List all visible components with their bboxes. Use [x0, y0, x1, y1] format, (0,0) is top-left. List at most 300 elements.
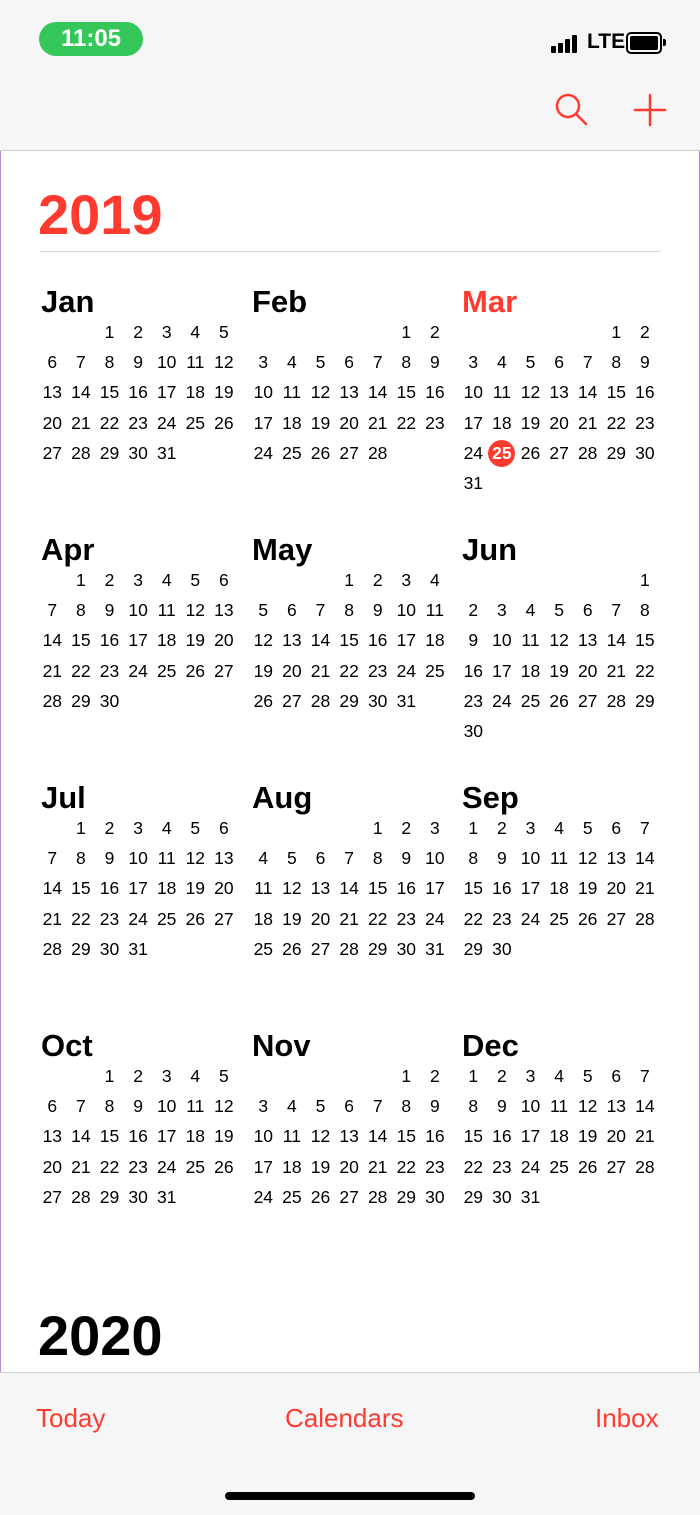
calendar-day[interactable]: 2: [372, 570, 383, 590]
year-heading-current[interactable]: 2019: [38, 183, 163, 246]
calendar-day[interactable]: 21: [606, 660, 627, 681]
calendar-day[interactable]: 16: [396, 878, 417, 899]
calendar-day[interactable]: 18: [520, 660, 541, 681]
calendar-day[interactable]: 25: [425, 660, 445, 681]
calendar-day[interactable]: 2: [497, 1066, 507, 1086]
calendar-day[interactable]: 5: [190, 570, 201, 590]
calendar-day[interactable]: 8: [401, 1096, 412, 1117]
calendar-day[interactable]: 22: [339, 660, 359, 681]
calendar-day[interactable]: 30: [396, 938, 417, 959]
calendar-day[interactable]: 28: [310, 690, 331, 711]
calendar-day[interactable]: 16: [425, 382, 445, 403]
calendar-day[interactable]: 30: [99, 690, 120, 711]
calendar-day[interactable]: 3: [401, 570, 412, 590]
calendar-day[interactable]: 10: [520, 1096, 541, 1117]
calendar-day[interactable]: 1: [640, 570, 650, 590]
calendar-day[interactable]: 2: [401, 818, 412, 838]
calendar-day[interactable]: 12: [577, 1096, 598, 1117]
calendar-day[interactable]: 28: [577, 442, 598, 463]
calendar-day[interactable]: 13: [42, 1126, 63, 1147]
calendar-day[interactable]: 5: [190, 818, 201, 838]
calendar-day[interactable]: 17: [156, 1126, 177, 1147]
calendar-day[interactable]: 13: [214, 848, 234, 869]
calendar-day[interactable]: 31: [425, 938, 445, 959]
calendar-day[interactable]: 13: [214, 600, 234, 621]
calendar-day[interactable]: 30: [99, 938, 120, 959]
calendar-day[interactable]: 3: [133, 570, 143, 590]
calendar-day[interactable]: 31: [156, 442, 177, 463]
calendar-day[interactable]: 23: [425, 1156, 445, 1177]
calendar-day[interactable]: 23: [492, 1156, 512, 1177]
calendar-day[interactable]: 5: [219, 1066, 229, 1086]
calendar-day[interactable]: 23: [463, 690, 484, 711]
calendar-day[interactable]: 30: [463, 721, 484, 741]
calendar-day[interactable]: 10: [253, 382, 274, 403]
calendar-day[interactable]: 29: [99, 442, 120, 463]
calendar-day[interactable]: 15: [71, 878, 91, 899]
calendar-day[interactable]: 29: [635, 690, 655, 711]
calendar-day[interactable]: 27: [42, 442, 63, 463]
calendar-day[interactable]: 3: [525, 1066, 536, 1086]
calendar-day[interactable]: 24: [396, 660, 417, 681]
calendar-day[interactable]: 1: [104, 322, 115, 342]
calendar-day[interactable]: 14: [310, 630, 331, 651]
calendar-day[interactable]: 3: [161, 1066, 172, 1086]
calendar-day[interactable]: 26: [185, 660, 206, 681]
calendar-day[interactable]: 14: [367, 1126, 388, 1147]
calendar-day[interactable]: 16: [128, 1126, 148, 1147]
calendar-day[interactable]: 5: [287, 848, 297, 869]
calendar-day[interactable]: 14: [635, 848, 655, 869]
calendar-day[interactable]: 14: [71, 1126, 91, 1147]
calendar-day[interactable]: 25: [549, 908, 569, 929]
calendar-day[interactable]: 3: [258, 352, 269, 373]
calendar-day[interactable]: 14: [42, 878, 63, 899]
calendar-day[interactable]: 11: [521, 630, 540, 651]
calendar-day[interactable]: 19: [577, 878, 598, 899]
calendar-day[interactable]: 16: [492, 878, 512, 899]
calendar-day[interactable]: 22: [606, 412, 627, 433]
calendar-day[interactable]: 1: [468, 818, 479, 838]
calendar-day[interactable]: 26: [185, 908, 206, 929]
calendar-day[interactable]: 19: [549, 660, 569, 681]
calendar-day[interactable]: 13: [339, 382, 359, 403]
calendar-day[interactable]: 24: [156, 412, 177, 433]
calendar-day[interactable]: 19: [253, 660, 274, 681]
calendar-day[interactable]: 11: [282, 1126, 301, 1147]
calendar-day[interactable]: 18: [253, 908, 274, 929]
calendar-day[interactable]: 21: [310, 660, 331, 681]
calendar-day[interactable]: 22: [99, 412, 120, 433]
calendar-day[interactable]: 29: [463, 938, 484, 959]
calendar-day[interactable]: 18: [549, 1126, 569, 1147]
calendar-day[interactable]: 5: [315, 1096, 326, 1117]
calendar-day[interactable]: 1: [401, 322, 412, 342]
calendar-day[interactable]: 1: [611, 322, 622, 342]
calendar-day[interactable]: 4: [190, 1066, 201, 1086]
calendar-day[interactable]: 7: [640, 818, 650, 838]
calendar-day[interactable]: 6: [219, 570, 229, 590]
calendar-day[interactable]: 9: [497, 848, 507, 869]
calendar-day[interactable]: 9: [104, 600, 115, 621]
calendar-day[interactable]: 9: [640, 352, 650, 373]
calendar-day[interactable]: 28: [367, 442, 388, 463]
calendar-day[interactable]: 10: [156, 352, 177, 373]
calendar-day[interactable]: 26: [577, 1156, 598, 1177]
calendar-day[interactable]: 26: [310, 1186, 331, 1207]
calendar-day[interactable]: 31: [396, 690, 417, 711]
calendar-day[interactable]: 20: [549, 412, 569, 433]
calendar-day[interactable]: 25: [549, 1156, 569, 1177]
calendar-day[interactable]: 5: [582, 1066, 593, 1086]
calendar-day[interactable]: 17: [492, 660, 512, 681]
calendar-day[interactable]: 6: [344, 352, 354, 373]
calendar-day[interactable]: 19: [214, 1126, 234, 1147]
calendar-day[interactable]: 14: [577, 382, 598, 403]
calendar-day[interactable]: 15: [367, 878, 388, 899]
calendar-day[interactable]: 5: [525, 352, 536, 373]
calendar-day[interactable]: 12: [282, 878, 302, 899]
calendar-day[interactable]: 24: [156, 1156, 177, 1177]
calendar-day[interactable]: 27: [310, 938, 331, 959]
calendar-day[interactable]: 24: [463, 442, 484, 463]
calendar-day[interactable]: 15: [396, 382, 417, 403]
calendar-day[interactable]: 7: [344, 848, 354, 869]
calendar-day[interactable]: 24: [253, 442, 274, 463]
calendar-day[interactable]: 5: [554, 600, 564, 621]
calendar-day[interactable]: 31: [128, 938, 148, 959]
calendar-day[interactable]: 22: [463, 908, 484, 929]
calendar-day[interactable]: 4: [287, 352, 297, 373]
calendar-day[interactable]: 11: [157, 848, 176, 869]
calendar-day[interactable]: 30: [425, 1186, 445, 1207]
calendar-day[interactable]: 1: [76, 570, 86, 590]
calendar-day[interactable]: 26: [549, 690, 569, 711]
calendar-day[interactable]: 6: [219, 818, 229, 838]
calendar-day[interactable]: 6: [287, 600, 297, 621]
calendar-day[interactable]: 12: [310, 382, 331, 403]
calendar-day[interactable]: 16: [99, 630, 120, 651]
calendar-day[interactable]: 20: [214, 630, 234, 651]
calendar-day[interactable]: 8: [76, 848, 86, 869]
calendar-day[interactable]: 2: [430, 322, 440, 342]
calendar-day[interactable]: 15: [71, 630, 91, 651]
calendar-day[interactable]: 7: [372, 352, 383, 373]
calendar-day[interactable]: 16: [492, 1126, 512, 1147]
calendar-day[interactable]: 25: [185, 1156, 206, 1177]
calendar-day[interactable]: 8: [76, 600, 86, 621]
calendar-day[interactable]: 20: [606, 878, 627, 899]
calendar-day[interactable]: 21: [635, 878, 655, 899]
calendar-day[interactable]: 16: [463, 660, 484, 681]
calendar-day[interactable]: 4: [554, 1066, 564, 1086]
calendar-day[interactable]: 10: [128, 848, 148, 869]
calendar-day[interactable]: 9: [430, 352, 440, 373]
calendar-day[interactable]: 25: [185, 412, 206, 433]
calendar-day[interactable]: 20: [577, 660, 598, 681]
calendar-day[interactable]: 11: [550, 1096, 569, 1117]
inbox-button[interactable]: Inbox: [595, 1403, 659, 1433]
calendar-day[interactable]: 14: [635, 1096, 655, 1117]
calendar-day[interactable]: 7: [47, 600, 58, 621]
calendar-day[interactable]: 19: [520, 412, 541, 433]
calendar-day[interactable]: 11: [157, 600, 176, 621]
calendar-day[interactable]: 4: [190, 322, 201, 342]
calendar-day[interactable]: 20: [310, 908, 331, 929]
calendar-day[interactable]: 7: [582, 352, 593, 373]
calendar-day[interactable]: 11: [550, 848, 569, 869]
calendar-day[interactable]: 19: [185, 630, 206, 651]
today-day-marker[interactable]: 25: [488, 438, 517, 468]
calendar-day[interactable]: 20: [339, 412, 359, 433]
calendar-day[interactable]: 21: [42, 908, 63, 929]
calendar-day[interactable]: 2: [133, 1066, 143, 1086]
calendar-day[interactable]: 3: [430, 818, 440, 838]
calendar-day[interactable]: 17: [396, 630, 417, 651]
calendar-day[interactable]: 26: [214, 412, 234, 433]
calendar-day[interactable]: 22: [99, 1156, 120, 1177]
calendars-button[interactable]: Calendars: [285, 1403, 404, 1433]
calendar-day[interactable]: 4: [497, 352, 507, 373]
calendar-day[interactable]: 23: [128, 1156, 148, 1177]
calendar-day[interactable]: 9: [104, 848, 115, 869]
calendar-day[interactable]: 21: [367, 412, 388, 433]
calendar-day[interactable]: 30: [128, 442, 148, 463]
calendar-day[interactable]: 18: [185, 382, 206, 403]
calendar-day[interactable]: 17: [253, 412, 274, 433]
calendar-day[interactable]: 8: [401, 352, 412, 373]
calendar-day[interactable]: 30: [367, 690, 388, 711]
calendar-day[interactable]: 18: [156, 878, 177, 899]
calendar-day[interactable]: 5: [582, 818, 593, 838]
calendar-day[interactable]: 13: [577, 630, 598, 651]
calendar-day[interactable]: 18: [282, 1156, 302, 1177]
calendar-day[interactable]: 2: [104, 818, 115, 838]
calendar-day[interactable]: 10: [492, 630, 512, 651]
calendar-day[interactable]: 17: [463, 412, 484, 433]
calendar-day[interactable]: 4: [287, 1096, 297, 1117]
calendar-day[interactable]: 27: [577, 690, 598, 711]
calendar-day[interactable]: 29: [463, 1186, 484, 1207]
calendar-day[interactable]: 19: [214, 382, 234, 403]
calendar-day[interactable]: 1: [344, 570, 354, 590]
calendar-day[interactable]: 14: [42, 630, 63, 651]
calendar-day[interactable]: 28: [635, 1156, 655, 1177]
calendar-day[interactable]: 4: [161, 818, 172, 838]
calendar-day[interactable]: 8: [468, 1096, 479, 1117]
calendar-day[interactable]: 11: [186, 1096, 205, 1117]
calendar-day[interactable]: 20: [214, 878, 234, 899]
calendar-day[interactable]: 18: [549, 878, 569, 899]
calendar-day[interactable]: 23: [396, 908, 417, 929]
calendar-day[interactable]: 24: [520, 1156, 541, 1177]
calendar-day[interactable]: 21: [635, 1126, 655, 1147]
calendar-day[interactable]: 21: [339, 908, 359, 929]
calendar-day[interactable]: 26: [310, 442, 331, 463]
calendar-day[interactable]: 26: [520, 442, 541, 463]
calendar-day[interactable]: 21: [42, 660, 63, 681]
calendar-day[interactable]: 10: [425, 848, 445, 869]
calendar-day[interactable]: 7: [76, 1096, 86, 1117]
calendar-day[interactable]: 21: [367, 1156, 388, 1177]
calendar-day[interactable]: 13: [282, 630, 302, 651]
calendar-day[interactable]: 25: [520, 690, 541, 711]
calendar-day[interactable]: 19: [577, 1126, 598, 1147]
calendar-day[interactable]: 8: [344, 600, 354, 621]
calendar-day[interactable]: 31: [156, 1186, 177, 1207]
calendar-day[interactable]: 13: [339, 1126, 359, 1147]
calendar-day[interactable]: 10: [253, 1126, 274, 1147]
calendar-day[interactable]: 24: [128, 908, 148, 929]
calendar-day[interactable]: 17: [520, 1126, 541, 1147]
calendar-day[interactable]: 16: [128, 382, 148, 403]
calendar-day[interactable]: 15: [606, 382, 627, 403]
calendar-day[interactable]: 15: [463, 1126, 484, 1147]
calendar-day[interactable]: 28: [42, 938, 63, 959]
calendar-day[interactable]: 16: [99, 878, 120, 899]
today-button[interactable]: Today: [36, 1403, 106, 1433]
calendar-day[interactable]: 8: [372, 848, 383, 869]
calendar-day[interactable]: 14: [71, 382, 91, 403]
calendar-day[interactable]: 5: [258, 600, 269, 621]
calendar-day[interactable]: 16: [635, 382, 655, 403]
calendar-day[interactable]: 9: [133, 1096, 143, 1117]
calendar-day[interactable]: 12: [520, 382, 541, 403]
calendar-day[interactable]: 25: [253, 938, 274, 959]
calendar-day[interactable]: 3: [133, 818, 143, 838]
calendar-day[interactable]: 22: [71, 660, 91, 681]
calendar-day[interactable]: 10: [520, 848, 541, 869]
calendar-day[interactable]: 20: [282, 660, 302, 681]
calendar-day[interactable]: 1: [76, 818, 86, 838]
calendar-day[interactable]: 29: [99, 1186, 120, 1207]
calendar-day[interactable]: 2: [133, 322, 143, 342]
calendar-day[interactable]: 6: [315, 848, 326, 869]
calendar-day[interactable]: 11: [282, 382, 301, 403]
calendar-day[interactable]: 9: [133, 352, 143, 373]
calendar-day[interactable]: 8: [611, 352, 622, 373]
calendar-day[interactable]: 17: [128, 878, 148, 899]
calendar-day[interactable]: 15: [396, 1126, 417, 1147]
calendar-day[interactable]: 9: [468, 630, 479, 651]
calendar-day[interactable]: 7: [611, 600, 622, 621]
calendar-day[interactable]: 19: [310, 412, 331, 433]
calendar-day[interactable]: 25: [282, 1186, 302, 1207]
calendar-day[interactable]: 21: [71, 412, 91, 433]
calendar-day[interactable]: 27: [606, 1156, 627, 1177]
calendar-day[interactable]: 12: [549, 630, 569, 651]
calendar-day[interactable]: 27: [214, 908, 234, 929]
calendar-day[interactable]: 16: [367, 630, 388, 651]
calendar-day[interactable]: 4: [258, 848, 269, 869]
calendar-day[interactable]: 20: [606, 1126, 627, 1147]
calendar-day[interactable]: 10: [463, 382, 484, 403]
calendar-day[interactable]: 3: [161, 322, 172, 342]
calendar-day[interactable]: 11: [425, 600, 444, 621]
calendar-day[interactable]: 7: [47, 848, 58, 869]
calendar-day[interactable]: 18: [282, 412, 302, 433]
calendar-day[interactable]: 20: [339, 1156, 359, 1177]
calendar-day[interactable]: 2: [640, 322, 650, 342]
calendar-day[interactable]: 28: [339, 938, 359, 959]
calendar-day[interactable]: 31: [520, 1186, 541, 1207]
calendar-day[interactable]: 27: [339, 1186, 359, 1207]
calendar-day[interactable]: 23: [492, 908, 512, 929]
calendar-day[interactable]: 3: [497, 600, 507, 621]
calendar-day[interactable]: 14: [339, 878, 359, 899]
calendar-day[interactable]: 22: [367, 908, 388, 929]
calendar-day[interactable]: 17: [520, 878, 541, 899]
calendar-day[interactable]: 8: [640, 600, 650, 621]
calendar-day[interactable]: 5: [219, 322, 229, 342]
calendar-day[interactable]: 28: [71, 1186, 91, 1207]
calendar-day[interactable]: 31: [463, 473, 484, 493]
calendar-day[interactable]: 13: [606, 848, 627, 869]
calendar-day[interactable]: 28: [635, 908, 655, 929]
calendar-day[interactable]: 14: [606, 630, 627, 651]
calendar-day[interactable]: 13: [549, 382, 569, 403]
status-time[interactable]: 11:05: [39, 22, 143, 56]
calendar-day[interactable]: 12: [577, 848, 598, 869]
calendar-day[interactable]: 3: [525, 818, 536, 838]
calendar-day[interactable]: 9: [401, 848, 412, 869]
calendar-day[interactable]: 26: [282, 938, 302, 959]
calendar-day[interactable]: 27: [339, 442, 359, 463]
calendar-day[interactable]: 29: [367, 938, 388, 959]
calendar-day[interactable]: 26: [253, 690, 274, 711]
calendar-day[interactable]: 10: [156, 1096, 177, 1117]
calendar-day[interactable]: 23: [128, 412, 148, 433]
calendar-day[interactable]: 4: [525, 600, 536, 621]
calendar-day[interactable]: 13: [42, 382, 63, 403]
calendar-day[interactable]: 24: [253, 1186, 274, 1207]
calendar-day[interactable]: 10: [396, 600, 417, 621]
calendar-day[interactable]: 6: [611, 818, 622, 838]
calendar-day[interactable]: 12: [185, 600, 206, 621]
calendar-day[interactable]: 29: [339, 690, 359, 711]
calendar-day[interactable]: 4: [430, 570, 440, 590]
calendar-day[interactable]: 7: [315, 600, 326, 621]
calendar-day[interactable]: 29: [396, 1186, 417, 1207]
calendar-day[interactable]: 6: [611, 1066, 622, 1086]
calendar-day[interactable]: 6: [47, 1096, 58, 1117]
calendar-day[interactable]: 22: [635, 660, 655, 681]
calendar-day[interactable]: 19: [282, 908, 302, 929]
calendar-day[interactable]: 30: [635, 442, 655, 463]
calendar-day[interactable]: 1: [104, 1066, 115, 1086]
calendar-day[interactable]: 23: [99, 660, 120, 681]
calendar-day[interactable]: 24: [425, 908, 445, 929]
calendar-day[interactable]: 11: [186, 352, 205, 373]
calendar-day[interactable]: 17: [156, 382, 177, 403]
calendar-day[interactable]: 15: [635, 630, 655, 651]
calendar-day[interactable]: 25: [156, 660, 177, 681]
calendar-day[interactable]: 7: [76, 352, 86, 373]
calendar-day[interactable]: 28: [71, 442, 91, 463]
calendar-day[interactable]: 8: [104, 352, 115, 373]
calendar-day[interactable]: 18: [156, 630, 177, 651]
calendar-day[interactable]: 19: [185, 878, 206, 899]
calendar-day[interactable]: 12: [253, 630, 274, 651]
calendar-day[interactable]: 18: [425, 630, 445, 651]
calendar-day[interactable]: 1: [401, 1066, 412, 1086]
calendar-day[interactable]: 15: [339, 630, 359, 651]
calendar-day[interactable]: 12: [310, 1126, 331, 1147]
calendar-day[interactable]: 23: [425, 412, 445, 433]
calendar-day[interactable]: 1: [468, 1066, 479, 1086]
calendar-day[interactable]: 10: [128, 600, 148, 621]
calendar-day[interactable]: 6: [344, 1096, 354, 1117]
